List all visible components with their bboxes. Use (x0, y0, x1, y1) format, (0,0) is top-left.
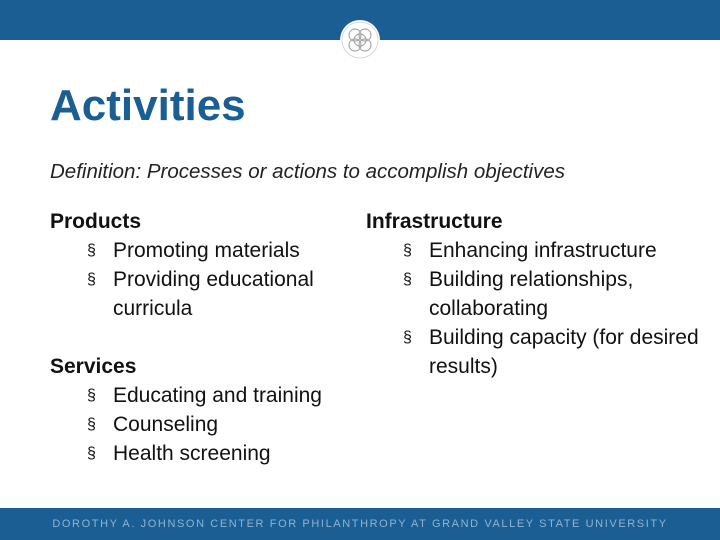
list-item: § Promoting materials (50, 236, 360, 265)
services-list (50, 381, 360, 468)
bullet-marker: § (403, 271, 412, 288)
bullet-marker: § (87, 242, 96, 259)
footer-text: DOROTHY A. JOHNSON CENTER FOR PHILANTHROPY AT GRAND VALLEY STATE UNIVERSITY (52, 518, 668, 530)
slide-title: Activities (50, 81, 246, 130)
list-item: § Building relationships, collaborating (366, 265, 706, 323)
bullet-marker: § (403, 329, 412, 346)
list-item: § Counseling (50, 410, 360, 439)
right-column (366, 207, 706, 381)
bullet-marker: § (87, 387, 96, 404)
bullet-marker: § (87, 271, 96, 288)
bullet-marker: § (87, 416, 96, 433)
institution-logo-icon (340, 20, 380, 60)
bullet-marker: § (403, 242, 412, 259)
list-item: § Health screening (50, 439, 360, 468)
list-item: § Building capacity (for desired results) (366, 323, 706, 381)
list-item: § Providing educational curricula (50, 265, 360, 323)
infrastructure-heading: Infrastructure (366, 210, 503, 233)
products-list (50, 236, 360, 323)
list-item: § Educating and training (50, 381, 360, 410)
products-heading: Products (50, 210, 142, 233)
left-column (50, 207, 360, 468)
infrastructure-list (366, 236, 706, 381)
definition-text: Definition: Processes or actions to accomplish objectives (50, 160, 566, 183)
bullet-marker: § (87, 445, 96, 462)
services-heading: Services (50, 355, 137, 378)
footer-bar (0, 508, 720, 540)
list-item: § Enhancing infrastructure (366, 236, 706, 265)
